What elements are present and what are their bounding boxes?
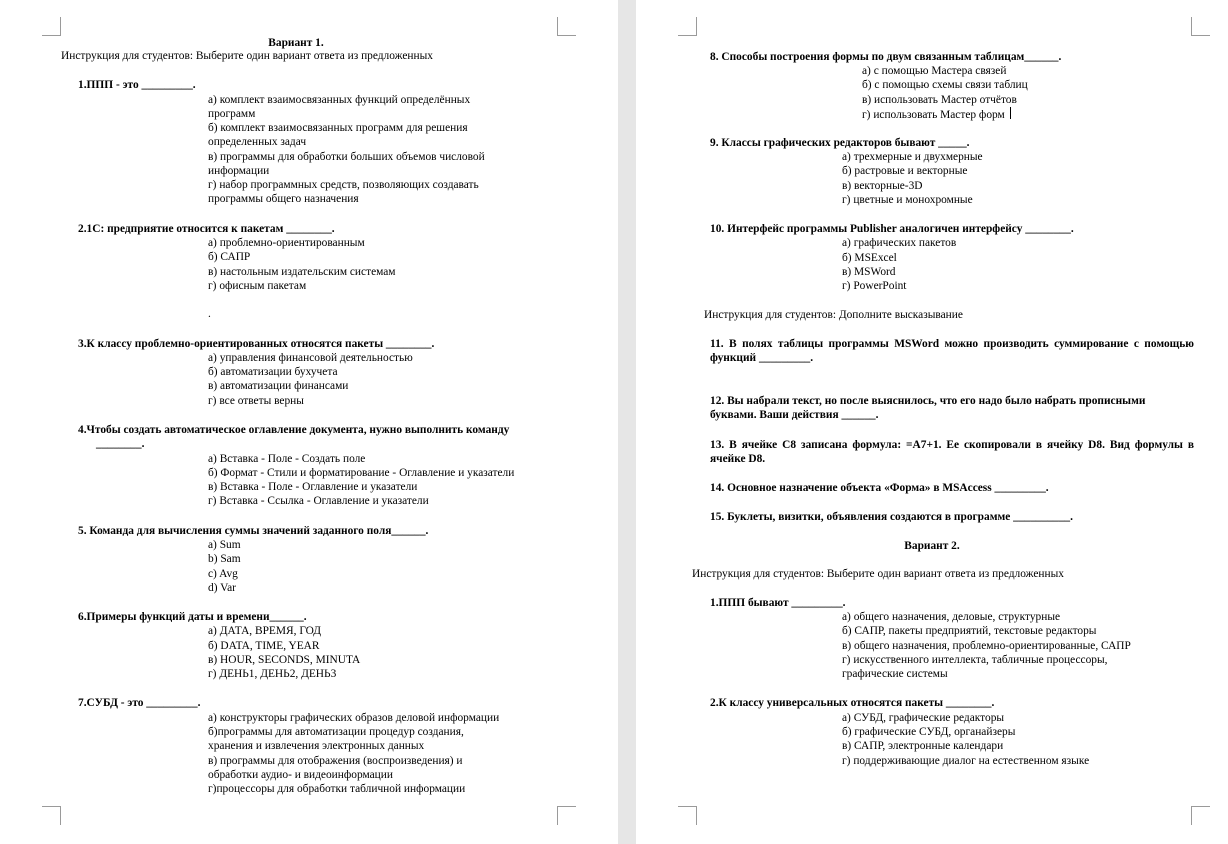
q4-option-c: в) Вставка - Поле - Оглавление и указатели: [208, 481, 418, 493]
q3-option-c: в) автоматизации финансами: [208, 380, 349, 392]
q1-option-b: б) комплект взаимосвязанных программ для решения: [208, 122, 468, 134]
question-11: 11. В полях таблицы программы MSWord можно производить суммирование с помощью функций _________.: [710, 338, 1194, 364]
q4-option-b: б) Формат - Стили и форматирование - Оглавление и указатели: [208, 467, 515, 479]
question-7: 7.СУБД - это _________.: [78, 697, 201, 709]
q10-option-d: г) PowerPoint: [842, 280, 907, 292]
q5-option-a: a) Sum: [208, 539, 241, 551]
question-9: 9. Классы графических редакторов бывают _____.: [710, 137, 970, 149]
q10-option-b: б) MSExcel: [842, 252, 897, 264]
q4-option-d: г) Вставка - Ссылка - Оглавление и указатели: [208, 495, 429, 507]
q2-option-d: г) офисным пакетам: [208, 280, 307, 292]
q4-option-a: а) Вставка - Поле - Создать поле: [208, 453, 366, 465]
q7-option-d: г)процессоры для обработки табличной информации: [208, 783, 466, 795]
q7-option-a: а) конструкторы графических образов деловой информации: [208, 712, 500, 724]
q5-option-b: b) Sam: [208, 553, 241, 565]
crop-mark-top-left: [678, 17, 697, 36]
instruction-text-3: Инструкция для студентов: Выберите один вариант ответа из предложенных: [692, 568, 1064, 580]
q9-option-b: б) растровые и векторные: [842, 165, 968, 177]
v2-question-1: 1.ППП бывают _________.: [710, 597, 846, 609]
v2q1-option-d: г) искусственного интеллекта, табличные процессоры,: [842, 654, 1108, 666]
q1-option-c-cont: информации: [208, 165, 270, 177]
q7-option-b: б)программы для автоматизации процедур создания,: [208, 726, 464, 738]
crop-mark-top-left: [42, 17, 61, 36]
q1-option-d-cont: программы общего назначения: [208, 193, 359, 205]
question-5: 5. Команда для вычисления суммы значений заданного поля______.: [78, 525, 429, 537]
q2-option-b: б) САПР: [208, 251, 251, 263]
q1-option-a: а) комплект взаимосвязанных функций определённых: [208, 94, 471, 106]
question-10: 10. Интерфейс программы Publisher аналогичен интерфейсу ________.: [710, 223, 1074, 235]
question-4-blank: ________.: [96, 438, 145, 450]
stray-period: .: [208, 308, 211, 320]
question-1: 1.ППП - это _________.: [78, 79, 196, 91]
v2q1-option-c: в) общего назначения, проблемно-ориентированные, САПР: [842, 640, 1131, 652]
crop-mark-bottom-left: [42, 806, 61, 825]
question-12: 12. Вы набрали текст, но после выяснилось, что его надо было набрать прописными буквами. Ваши действия ______.: [710, 395, 1146, 421]
q6-option-d: г) ДЕНЬ1, ДЕНЬ2, ДЕНЬ3: [208, 668, 337, 680]
q8-option-b: б) с помощью схемы связи таблиц: [862, 79, 1028, 91]
question-14: 14. Основное назначение объекта «Форма» в MSAccess _________.: [710, 482, 1049, 494]
q1-option-d: г) набор программных средств, позволяющих создавать: [208, 179, 479, 191]
q2-option-c: в) настольным издательским системам: [208, 266, 396, 278]
question-6: 6.Примеры функций даты и времени______.: [78, 611, 307, 623]
v2q2-option-b: б) графические СУБД, органайзеры: [842, 726, 1016, 738]
crop-mark-top-right: [557, 17, 576, 36]
v2-question-2: 2.К классу универсальных относятся пакеты ________.: [710, 697, 995, 709]
q8-option-d: г) использовать Мастер форм: [862, 107, 1011, 122]
q9-option-a: а) трехмерные и двухмерные: [842, 151, 983, 163]
variant2-title: Вариант 2.: [904, 540, 960, 552]
q2-option-a: а) проблемно-ориентированным: [208, 237, 365, 249]
q1-option-c: в) программы для обработки больших объемов числовой: [208, 151, 485, 163]
q5-option-c: c) Avg: [208, 568, 238, 580]
v2q1-option-b: б) САПР, пакеты предприятий, текстовые редакторы: [842, 625, 1097, 637]
q1-option-b-cont: определенных задач: [208, 136, 307, 148]
v2q2-option-d: г) поддерживающие диалог на естественном языке: [842, 755, 1090, 767]
q9-option-c: в) векторные-3D: [842, 180, 923, 192]
variant1-title: Вариант 1.: [268, 37, 324, 49]
crop-mark-bottom-left: [678, 806, 697, 825]
q7-option-b-cont: хранения и извлечения электронных данных: [208, 740, 425, 752]
q6-option-b: б) DATA, TIME, YEAR: [208, 640, 320, 652]
q7-option-c: в) программы для отображения (воспроизведения) и: [208, 755, 463, 767]
crop-mark-bottom-right: [557, 806, 576, 825]
v2q2-option-a: а) СУБД, графические редакторы: [842, 712, 1005, 724]
q6-option-a: а) ДАТА, ВРЕМЯ, ГОД: [208, 625, 322, 637]
q3-option-a: а) управления финансовой деятельностью: [208, 352, 413, 364]
question-13: 13. В ячейке С8 записана формула: =A7+1. Ее скопировали в ячейку D8. Вид формулы в ячейке D8.: [710, 439, 1194, 465]
crop-mark-ur-visible: [1191, 17, 1210, 36]
text-cursor: [1010, 107, 1011, 119]
q3-option-d: г) все ответы верны: [208, 395, 304, 407]
q10-option-a: а) графических пакетов: [842, 237, 957, 249]
q8-option-a: а) с помощью Мастера связей: [862, 65, 1007, 77]
question-15: 15. Буклеты, визитки, объявления создаются в программе __________.: [710, 511, 1073, 523]
q6-option-c: в) HOUR, SECONDS, MINUTA: [208, 654, 361, 666]
q10-option-c: в) MSWord: [842, 266, 896, 278]
document-page-right: [636, 0, 1228, 844]
q3-option-b: б) автоматизации бухучета: [208, 366, 338, 378]
q9-option-d: г) цветные и монохромные: [842, 194, 973, 206]
v2q1-option-a: а) общего назначения, деловые, структурные: [842, 611, 1061, 623]
question-4: 4.Чтобы создать автоматическое оглавление документа, нужно выполнить команду: [78, 424, 510, 436]
q8-option-c: в) использовать Мастер отчётов: [862, 94, 1017, 106]
question-3: 3.К классу проблемно-ориентированных относятся пакеты ________.: [78, 338, 435, 350]
instruction-text: Инструкция для студентов: Выберите один вариант ответа из предложенных: [61, 50, 433, 62]
q7-option-c-cont: обработки аудио- и видеоинформации: [208, 769, 393, 781]
crop-mark-bottom-right: [1191, 806, 1210, 825]
q5-option-d: d) Var: [208, 582, 236, 594]
instruction-text-2: Инструкция для студентов: Дополните высказывание: [704, 309, 963, 321]
q1-option-a-cont: программ: [208, 108, 256, 120]
question-2: 2.1С: предприятие относится к пакетам ________.: [78, 223, 335, 235]
v2q2-option-c: в) САПР, электронные календари: [842, 740, 1004, 752]
v2q1-option-d-cont: графические системы: [842, 668, 948, 680]
question-8: 8. Способы построения формы по двум связанным таблицам______.: [710, 51, 1062, 63]
